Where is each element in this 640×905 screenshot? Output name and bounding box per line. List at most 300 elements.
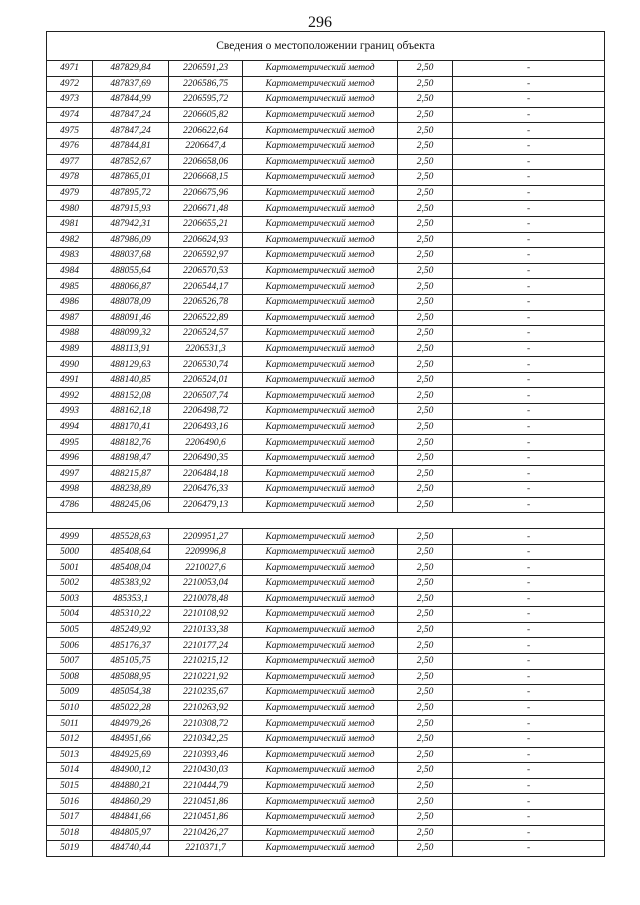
y-coordinate-cell: 2210027,6 xyxy=(169,560,243,576)
method-cell: Картометрический метод xyxy=(243,638,398,654)
x-coordinate-cell: 488245,06 xyxy=(93,497,169,513)
accuracy-cell: 2,50 xyxy=(398,841,453,857)
description-cell: - xyxy=(453,482,605,498)
accuracy-cell: 2,50 xyxy=(398,544,453,560)
table-row xyxy=(47,419,605,435)
accuracy-cell: 2,50 xyxy=(398,466,453,482)
table-row xyxy=(47,841,605,857)
point-number-cell: 4999 xyxy=(47,529,93,545)
method-cell: Картометрический метод xyxy=(243,544,398,560)
method-cell: Картометрический метод xyxy=(243,107,398,123)
accuracy-cell: 2,50 xyxy=(398,248,453,264)
method-cell: Картометрический метод xyxy=(243,201,398,217)
y-coordinate-cell: 2206605,82 xyxy=(169,107,243,123)
y-coordinate-cell: 2210451,86 xyxy=(169,809,243,825)
description-cell: - xyxy=(453,248,605,264)
description-cell: - xyxy=(453,638,605,654)
point-number-cell: 4993 xyxy=(47,404,93,420)
y-coordinate-cell: 2206490,6 xyxy=(169,435,243,451)
x-coordinate-cell: 485176,37 xyxy=(93,638,169,654)
x-coordinate-cell: 487865,01 xyxy=(93,170,169,186)
description-cell: - xyxy=(453,372,605,388)
accuracy-cell: 2,50 xyxy=(398,700,453,716)
x-coordinate-cell: 485408,04 xyxy=(93,560,169,576)
point-number-cell: 4971 xyxy=(47,61,93,77)
y-coordinate-cell: 2206624,93 xyxy=(169,232,243,248)
description-cell: - xyxy=(453,170,605,186)
description-cell: - xyxy=(453,450,605,466)
accuracy-cell: 2,50 xyxy=(398,435,453,451)
y-coordinate-cell: 2206493,16 xyxy=(169,419,243,435)
y-coordinate-cell: 2210133,38 xyxy=(169,622,243,638)
point-number-cell: 5013 xyxy=(47,747,93,763)
table-row xyxy=(47,263,605,279)
point-number-cell: 5007 xyxy=(47,653,93,669)
method-cell: Картометрический метод xyxy=(243,607,398,623)
y-coordinate-cell: 2206490,35 xyxy=(169,450,243,466)
point-number-cell: 4980 xyxy=(47,201,93,217)
y-coordinate-cell: 2210444,79 xyxy=(169,778,243,794)
y-coordinate-cell: 2206507,74 xyxy=(169,388,243,404)
accuracy-cell: 2,50 xyxy=(398,372,453,388)
y-coordinate-cell: 2206622,64 xyxy=(169,123,243,139)
x-coordinate-cell: 485022,28 xyxy=(93,700,169,716)
table-row xyxy=(47,560,605,576)
table-row xyxy=(47,372,605,388)
y-coordinate-cell: 2210235,67 xyxy=(169,685,243,701)
y-coordinate-cell: 2210451,86 xyxy=(169,794,243,810)
method-cell: Картометрический метод xyxy=(243,123,398,139)
method-cell: Картометрический метод xyxy=(243,778,398,794)
accuracy-cell: 2,50 xyxy=(398,185,453,201)
description-cell: - xyxy=(453,763,605,779)
method-cell: Картометрический метод xyxy=(243,61,398,77)
table-row xyxy=(47,201,605,217)
accuracy-cell: 2,50 xyxy=(398,591,453,607)
table-row xyxy=(47,92,605,108)
x-coordinate-cell: 488091,46 xyxy=(93,310,169,326)
description-cell: - xyxy=(453,138,605,154)
y-coordinate-cell: 2210215,12 xyxy=(169,653,243,669)
description-cell: - xyxy=(453,123,605,139)
table-row xyxy=(47,638,605,654)
method-cell: Картометрический метод xyxy=(243,466,398,482)
accuracy-cell: 2,50 xyxy=(398,653,453,669)
table-row xyxy=(47,685,605,701)
x-coordinate-cell: 484900,12 xyxy=(93,763,169,779)
method-cell: Картометрический метод xyxy=(243,404,398,420)
method-cell: Картометрический метод xyxy=(243,716,398,732)
method-cell: Картометрический метод xyxy=(243,232,398,248)
x-coordinate-cell: 488037,68 xyxy=(93,248,169,264)
description-cell: - xyxy=(453,341,605,357)
table-row xyxy=(47,825,605,841)
method-cell: Картометрический метод xyxy=(243,248,398,264)
table-row xyxy=(47,216,605,232)
accuracy-cell: 2,50 xyxy=(398,138,453,154)
table-row xyxy=(47,747,605,763)
description-cell: - xyxy=(453,560,605,576)
y-coordinate-cell: 2206522,89 xyxy=(169,310,243,326)
method-cell: Картометрический метод xyxy=(243,326,398,342)
method-cell: Картометрический метод xyxy=(243,419,398,435)
description-cell: - xyxy=(453,685,605,701)
point-number-cell: 4996 xyxy=(47,450,93,466)
x-coordinate-cell: 484740,44 xyxy=(93,841,169,857)
table-row xyxy=(47,154,605,170)
method-cell: Картометрический метод xyxy=(243,341,398,357)
point-number-cell: 5011 xyxy=(47,716,93,732)
description-cell: - xyxy=(453,809,605,825)
x-coordinate-cell: 487915,93 xyxy=(93,201,169,217)
table-row xyxy=(47,185,605,201)
x-coordinate-cell: 487844,81 xyxy=(93,138,169,154)
x-coordinate-cell: 488152,08 xyxy=(93,388,169,404)
description-cell: - xyxy=(453,778,605,794)
point-number-cell: 5014 xyxy=(47,763,93,779)
point-number-cell: 4994 xyxy=(47,419,93,435)
point-number-cell: 5000 xyxy=(47,544,93,560)
y-coordinate-cell: 2206570,53 xyxy=(169,263,243,279)
method-cell: Картометрический метод xyxy=(243,685,398,701)
point-number-cell: 4973 xyxy=(47,92,93,108)
x-coordinate-cell: 488140,85 xyxy=(93,372,169,388)
point-number-cell: 4991 xyxy=(47,372,93,388)
x-coordinate-cell: 487852,67 xyxy=(93,154,169,170)
description-cell: - xyxy=(453,622,605,638)
x-coordinate-cell: 488099,32 xyxy=(93,326,169,342)
table-row xyxy=(47,341,605,357)
method-cell: Картометрический метод xyxy=(243,622,398,638)
method-cell: Картометрический метод xyxy=(243,263,398,279)
method-cell: Картометрический метод xyxy=(243,653,398,669)
boundary-coordinates-table xyxy=(46,31,605,857)
y-coordinate-cell: 2210053,04 xyxy=(169,576,243,592)
x-coordinate-cell: 488182,76 xyxy=(93,435,169,451)
table-row xyxy=(47,435,605,451)
y-coordinate-cell: 2210177,24 xyxy=(169,638,243,654)
description-cell: - xyxy=(453,76,605,92)
method-cell: Картометрический метод xyxy=(243,279,398,295)
y-coordinate-cell: 2206671,48 xyxy=(169,201,243,217)
x-coordinate-cell: 485105,75 xyxy=(93,653,169,669)
table-row xyxy=(47,170,605,186)
point-number-cell: 4786 xyxy=(47,497,93,513)
point-number-cell: 4975 xyxy=(47,123,93,139)
method-cell: Картометрический метод xyxy=(243,76,398,92)
description-cell: - xyxy=(453,232,605,248)
description-cell: - xyxy=(453,497,605,513)
description-cell: - xyxy=(453,61,605,77)
description-cell: - xyxy=(453,653,605,669)
method-cell: Картометрический метод xyxy=(243,560,398,576)
y-coordinate-cell: 2210078,48 xyxy=(169,591,243,607)
y-coordinate-cell: 2210430,03 xyxy=(169,763,243,779)
x-coordinate-cell: 487986,09 xyxy=(93,232,169,248)
table-row xyxy=(47,622,605,638)
description-cell: - xyxy=(453,216,605,232)
method-cell: Картометрический метод xyxy=(243,185,398,201)
table-row xyxy=(47,107,605,123)
description-cell: - xyxy=(453,825,605,841)
accuracy-cell: 2,50 xyxy=(398,497,453,513)
x-coordinate-cell: 488078,09 xyxy=(93,294,169,310)
point-number-cell: 4997 xyxy=(47,466,93,482)
point-number-cell: 4981 xyxy=(47,216,93,232)
y-coordinate-cell: 2206647,4 xyxy=(169,138,243,154)
point-number-cell: 4977 xyxy=(47,154,93,170)
y-coordinate-cell: 2206524,57 xyxy=(169,326,243,342)
x-coordinate-cell: 485054,38 xyxy=(93,685,169,701)
x-coordinate-cell: 484951,66 xyxy=(93,731,169,747)
y-coordinate-cell: 2210221,92 xyxy=(169,669,243,685)
point-number-cell: 4990 xyxy=(47,357,93,373)
x-coordinate-cell: 487847,24 xyxy=(93,107,169,123)
table-row xyxy=(47,466,605,482)
block-separator-row xyxy=(47,513,605,529)
accuracy-cell: 2,50 xyxy=(398,638,453,654)
method-cell: Картометрический метод xyxy=(243,310,398,326)
method-cell: Картометрический метод xyxy=(243,92,398,108)
table-row xyxy=(47,123,605,139)
description-cell: - xyxy=(453,731,605,747)
method-cell: Картометрический метод xyxy=(243,669,398,685)
y-coordinate-cell: 2206592,97 xyxy=(169,248,243,264)
x-coordinate-cell: 485310,22 xyxy=(93,607,169,623)
point-number-cell: 5003 xyxy=(47,591,93,607)
table-title-row xyxy=(47,32,605,61)
table-row xyxy=(47,809,605,825)
x-coordinate-cell: 487847,24 xyxy=(93,123,169,139)
x-coordinate-cell: 484841,66 xyxy=(93,809,169,825)
method-cell: Картометрический метод xyxy=(243,154,398,170)
y-coordinate-cell: 2206544,17 xyxy=(169,279,243,295)
method-cell: Картометрический метод xyxy=(243,294,398,310)
y-coordinate-cell: 2206530,74 xyxy=(169,357,243,373)
y-coordinate-cell: 2210108,92 xyxy=(169,607,243,623)
y-coordinate-cell: 2210426,27 xyxy=(169,825,243,841)
description-cell: - xyxy=(453,388,605,404)
table-row xyxy=(47,61,605,77)
accuracy-cell: 2,50 xyxy=(398,107,453,123)
method-cell: Картометрический метод xyxy=(243,435,398,451)
description-cell: - xyxy=(453,404,605,420)
point-number-cell: 4998 xyxy=(47,482,93,498)
description-cell: - xyxy=(453,794,605,810)
description-cell: - xyxy=(453,107,605,123)
accuracy-cell: 2,50 xyxy=(398,731,453,747)
y-coordinate-cell: 2206526,78 xyxy=(169,294,243,310)
description-cell: - xyxy=(453,92,605,108)
point-number-cell: 5008 xyxy=(47,669,93,685)
x-coordinate-cell: 484979,26 xyxy=(93,716,169,732)
accuracy-cell: 2,50 xyxy=(398,404,453,420)
point-number-cell: 4992 xyxy=(47,388,93,404)
table-row xyxy=(47,591,605,607)
table-row xyxy=(47,310,605,326)
description-cell: - xyxy=(453,419,605,435)
method-cell: Картометрический метод xyxy=(243,497,398,513)
accuracy-cell: 2,50 xyxy=(398,747,453,763)
x-coordinate-cell: 488113,91 xyxy=(93,341,169,357)
point-number-cell: 4995 xyxy=(47,435,93,451)
x-coordinate-cell: 485408,64 xyxy=(93,544,169,560)
accuracy-cell: 2,50 xyxy=(398,279,453,295)
y-coordinate-cell: 2206524,01 xyxy=(169,372,243,388)
x-coordinate-cell: 484805,97 xyxy=(93,825,169,841)
method-cell: Картометрический метод xyxy=(243,591,398,607)
description-cell: - xyxy=(453,294,605,310)
method-cell: Картометрический метод xyxy=(243,170,398,186)
table-row xyxy=(47,388,605,404)
table-row xyxy=(47,576,605,592)
x-coordinate-cell: 488215,87 xyxy=(93,466,169,482)
description-cell: - xyxy=(453,544,605,560)
x-coordinate-cell: 485088,95 xyxy=(93,669,169,685)
table-row xyxy=(47,544,605,560)
table-row xyxy=(47,404,605,420)
accuracy-cell: 2,50 xyxy=(398,763,453,779)
point-number-cell: 4986 xyxy=(47,294,93,310)
point-number-cell: 5006 xyxy=(47,638,93,654)
accuracy-cell: 2,50 xyxy=(398,778,453,794)
x-coordinate-cell: 488198,47 xyxy=(93,450,169,466)
method-cell: Картометрический метод xyxy=(243,700,398,716)
method-cell: Картометрический метод xyxy=(243,731,398,747)
y-coordinate-cell: 2206531,3 xyxy=(169,341,243,357)
y-coordinate-cell: 2206668,15 xyxy=(169,170,243,186)
point-number-cell: 5018 xyxy=(47,825,93,841)
x-coordinate-cell: 488066,87 xyxy=(93,279,169,295)
point-number-cell: 5002 xyxy=(47,576,93,592)
accuracy-cell: 2,50 xyxy=(398,326,453,342)
point-number-cell: 5012 xyxy=(47,731,93,747)
description-cell: - xyxy=(453,326,605,342)
accuracy-cell: 2,50 xyxy=(398,201,453,217)
point-number-cell: 5005 xyxy=(47,622,93,638)
table-row xyxy=(47,232,605,248)
description-cell: - xyxy=(453,435,605,451)
description-cell: - xyxy=(453,841,605,857)
method-cell: Картометрический метод xyxy=(243,763,398,779)
method-cell: Картометрический метод xyxy=(243,482,398,498)
accuracy-cell: 2,50 xyxy=(398,61,453,77)
table-row xyxy=(47,653,605,669)
x-coordinate-cell: 487895,72 xyxy=(93,185,169,201)
description-cell: - xyxy=(453,607,605,623)
description-cell: - xyxy=(453,529,605,545)
description-cell: - xyxy=(453,591,605,607)
point-number-cell: 5019 xyxy=(47,841,93,857)
accuracy-cell: 2,50 xyxy=(398,232,453,248)
y-coordinate-cell: 2206498,72 xyxy=(169,404,243,420)
x-coordinate-cell: 488129,63 xyxy=(93,357,169,373)
point-number-cell: 4985 xyxy=(47,279,93,295)
x-coordinate-cell: 485249,92 xyxy=(93,622,169,638)
description-cell: - xyxy=(453,263,605,279)
point-number-cell: 4979 xyxy=(47,185,93,201)
table-row xyxy=(47,450,605,466)
y-coordinate-cell: 2206595,72 xyxy=(169,92,243,108)
y-coordinate-cell: 2206655,21 xyxy=(169,216,243,232)
point-number-cell: 4984 xyxy=(47,263,93,279)
table-row xyxy=(47,482,605,498)
description-cell: - xyxy=(453,466,605,482)
accuracy-cell: 2,50 xyxy=(398,92,453,108)
accuracy-cell: 2,50 xyxy=(398,263,453,279)
y-coordinate-cell: 2209996,8 xyxy=(169,544,243,560)
description-cell: - xyxy=(453,700,605,716)
point-number-cell: 4972 xyxy=(47,76,93,92)
y-coordinate-cell: 2210263,92 xyxy=(169,700,243,716)
accuracy-cell: 2,50 xyxy=(398,607,453,623)
point-number-cell: 4982 xyxy=(47,232,93,248)
accuracy-cell: 2,50 xyxy=(398,482,453,498)
method-cell: Картометрический метод xyxy=(243,138,398,154)
accuracy-cell: 2,50 xyxy=(398,685,453,701)
accuracy-cell: 2,50 xyxy=(398,669,453,685)
accuracy-cell: 2,50 xyxy=(398,419,453,435)
table-row xyxy=(47,607,605,623)
point-number-cell: 5010 xyxy=(47,700,93,716)
y-coordinate-cell: 2206479,13 xyxy=(169,497,243,513)
table-row xyxy=(47,326,605,342)
accuracy-cell: 2,50 xyxy=(398,576,453,592)
description-cell: - xyxy=(453,201,605,217)
x-coordinate-cell: 487837,69 xyxy=(93,76,169,92)
x-coordinate-cell: 484860,29 xyxy=(93,794,169,810)
table-row xyxy=(47,76,605,92)
method-cell: Картометрический метод xyxy=(243,747,398,763)
x-coordinate-cell: 487942,31 xyxy=(93,216,169,232)
table-row xyxy=(47,357,605,373)
x-coordinate-cell: 485383,92 xyxy=(93,576,169,592)
method-cell: Картометрический метод xyxy=(243,529,398,545)
description-cell: - xyxy=(453,716,605,732)
page-number: 296 xyxy=(308,14,332,31)
accuracy-cell: 2,50 xyxy=(398,825,453,841)
point-number-cell: 4989 xyxy=(47,341,93,357)
separator-cell xyxy=(47,513,605,529)
method-cell: Картометрический метод xyxy=(243,372,398,388)
table-row xyxy=(47,497,605,513)
method-cell: Картометрический метод xyxy=(243,216,398,232)
method-cell: Картометрический метод xyxy=(243,841,398,857)
y-coordinate-cell: 2209951,27 xyxy=(169,529,243,545)
table-row xyxy=(47,279,605,295)
accuracy-cell: 2,50 xyxy=(398,123,453,139)
point-number-cell: 4983 xyxy=(47,248,93,264)
table-row xyxy=(47,716,605,732)
x-coordinate-cell: 484880,21 xyxy=(93,778,169,794)
description-cell: - xyxy=(453,279,605,295)
x-coordinate-cell: 484925,69 xyxy=(93,747,169,763)
x-coordinate-cell: 485528,63 xyxy=(93,529,169,545)
x-coordinate-cell: 485353,1 xyxy=(93,591,169,607)
table-title: Сведения о местоположении границ объекта xyxy=(47,32,605,61)
y-coordinate-cell: 2206658,06 xyxy=(169,154,243,170)
x-coordinate-cell: 488162,18 xyxy=(93,404,169,420)
table-row xyxy=(47,529,605,545)
method-cell: Картометрический метод xyxy=(243,576,398,592)
table-row xyxy=(47,138,605,154)
point-number-cell: 5001 xyxy=(47,560,93,576)
description-cell: - xyxy=(453,310,605,326)
point-number-cell: 4988 xyxy=(47,326,93,342)
accuracy-cell: 2,50 xyxy=(398,216,453,232)
y-coordinate-cell: 2206484,18 xyxy=(169,466,243,482)
method-cell: Картометрический метод xyxy=(243,809,398,825)
